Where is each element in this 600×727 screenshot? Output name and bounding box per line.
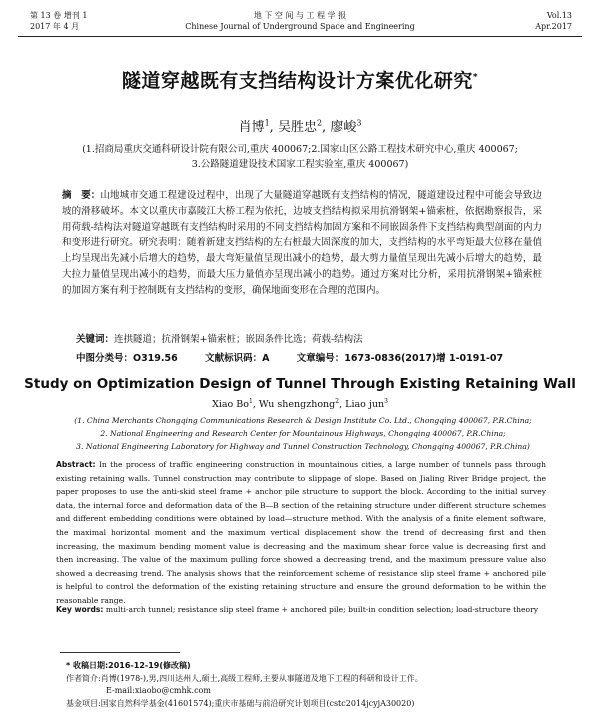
keywords-cn xyxy=(76,331,540,345)
author-sup: 3 xyxy=(356,118,362,128)
affiliation-en-line: (1. China Merchants Chongqing Communications Research & Design Institute Co. Ltd., Chongqing 400067, P.R.China; xyxy=(74,416,532,425)
author-sup: 2 xyxy=(335,398,340,405)
keywords-en xyxy=(56,603,546,616)
abstract-cn-label: 摘 要： xyxy=(62,190,101,201)
author-en: Wu shengzhong xyxy=(258,399,336,411)
abstract-en-label: Abstract: xyxy=(56,460,96,469)
affiliation-en-line: 2. National Engineering and Research Center for Mountainous Highways, Chongqing 400067, P.R.China; xyxy=(100,429,506,438)
affiliation-en-line: 3. National Engineering Laboratory for Highway and Tunnel Construction Technology, Chongqing 400067, P.R.China) xyxy=(76,442,530,451)
author-sup: 1 xyxy=(249,398,253,405)
author-sup: 1 xyxy=(264,118,270,128)
affiliation-cn-line: (1.招商局重庆交通科研设计院有限公司,重庆 400067;2.国家山区公路工程技术研究中心,重庆 400067; xyxy=(82,144,518,155)
author-cn: 肖博 xyxy=(238,120,265,135)
header-divider xyxy=(18,36,582,37)
author-en: Xiao Bo xyxy=(212,399,249,411)
clc-number: 中图分类号：O319.56 xyxy=(76,353,178,364)
article-number: 文章编号：1673-0836(2017)增 1-0191-07 xyxy=(296,353,504,364)
journal-cn: 地 下 空 间 与 工 程 学 报 xyxy=(253,11,347,20)
author-cn: 廖峻 xyxy=(330,120,357,135)
footnote xyxy=(66,660,570,710)
abstract-en xyxy=(56,458,546,608)
author-sup: 3 xyxy=(384,398,388,405)
date-cn: 2017 年 4 月 xyxy=(30,22,80,31)
abstract-cn-text: 山地城市交通工程建设过程中，出现了大量隧道穿越既有支挡结构的情况，隧道建设过程中可能会导致边坡的滑移破坏。本文以重庆市嘉陵江大桥工程为依托，边坡支挡结构拟采用抗滑钢架+锚索桩，依据勘察报告，采用荷载-结构法对隧道穿越既有支挡结构时采用的不同支挡结构加固方案和不同嵌固条件下支挡结构典型剖面的内力和变形进行研究。研究表明：随着新建支挡结构的左右桩最大固深度的加大，支挡结构的水平弯矩最大位移在量值上均呈现出先减小后增大的趋势，最大弯矩量值呈现出减小的趋势，最大剪力量值呈现出先减小后增大的趋势，最大拉力量值呈现出减小的趋势，而最大压力量值亦呈现出减小的趋势。通过方案对比分析，采用抗滑钢架+锚索桩的加固方案有利于控制既有支挡结构的变形，确保地面变形在合理的范围内。 xyxy=(62,190,542,296)
abstract-cn xyxy=(62,188,542,299)
author-email: E-mail:xiaobo@cmhk.com xyxy=(106,686,211,695)
author-en: Liao jun xyxy=(345,399,385,411)
header-center xyxy=(18,10,582,32)
title-cn xyxy=(0,66,600,93)
author-separator: , xyxy=(339,399,346,411)
classification-ids xyxy=(76,350,540,364)
date-en: Apr.2017 xyxy=(535,22,572,31)
abstract-en-text: In the process of traffic engineering construction in mountainous cities, a large number of tunnels pass through existing retaining walls. Tunnel construction may contribute to slippage of slope. Based on Jialing River Bridge project, the paper proposes to use the anti-skid steel frame + anchor pile structure to support the block. According to the initial survey data, the internal force and deformation data of the B—B section of the retaining structure under different structure schemes and different embedding conditions were obtained by load—structure method. With the analysis of a finite element software, the maximal horizontal moment and the maximum vertical displacement show the trend of decreasing first and then increasing, the maximum bending moment value is decreasing and the maximum shear force value is decreasing first and then increasing. The value of the maximum pulling force showed a decreasing trend, and the maximum pressure value also showed a decreasing trend. The analysis shows that the reinforcement scheme of resistance slip steel frame + anchored pile is helpful to control the deformation of the existing retaining structure and ensure the ground deformation to be within the reasonable range. xyxy=(56,460,546,605)
title-cn-text: 隧道穿越既有支挡结构设计方案优化研究 xyxy=(121,70,473,92)
vol-en: Vol.13 xyxy=(546,11,572,20)
issue-cn: 第 13 卷 增刊 1 xyxy=(30,11,88,20)
footnote-divider xyxy=(60,652,180,653)
author-bio: 作者简介:肖博(1978-),男,四川达州人,硕士,高级工程师,主要从事隧道及地下工程的科研和设计工作。 xyxy=(66,673,423,683)
authors-en xyxy=(0,398,600,410)
keywords-en-text: multi-arch tunnel; resistance slip steel frame + anchored pile; built-in condition selection; load-structure theory xyxy=(105,605,539,614)
keywords-cn-label: 关键词： xyxy=(76,334,115,345)
fund-project: 基金项目:国家自然科学基金(41601574);重庆市基础与前沿研究计划项目(cstc2014jcyjA30020) xyxy=(66,698,415,708)
affiliations-cn xyxy=(22,142,578,172)
title-footnote-mark: * xyxy=(472,72,479,83)
header-right xyxy=(535,10,572,32)
keywords-cn-text: 连拱隧道；抗滑钢架+锚索桩；嵌固条件比选；荷载-结构法 xyxy=(114,334,363,345)
journal-en: Chinese Journal of Underground Space and Engineering xyxy=(185,22,415,31)
author-sup: 2 xyxy=(316,118,323,128)
keywords-en-label: Key words: xyxy=(56,605,104,614)
affiliations-en xyxy=(22,414,584,453)
author-separator: , xyxy=(252,399,259,411)
authors-cn: 肖博$^1$, 吴胜忠$^2$, 廖峻$^3$ xyxy=(238,118,362,135)
author-cn: 吴胜忠 xyxy=(277,120,317,135)
document-code: 文献标识码：A xyxy=(205,353,270,364)
title-en: Study on Optimization Design of Tunnel Through Existing Retaining Wall xyxy=(24,376,576,392)
received-date: * 收稿日期:2016-12-19(修改稿) xyxy=(66,661,191,670)
affiliation-cn-line: 3.公路隧道建设技术国家工程实验室,重庆 400067) xyxy=(191,159,409,170)
